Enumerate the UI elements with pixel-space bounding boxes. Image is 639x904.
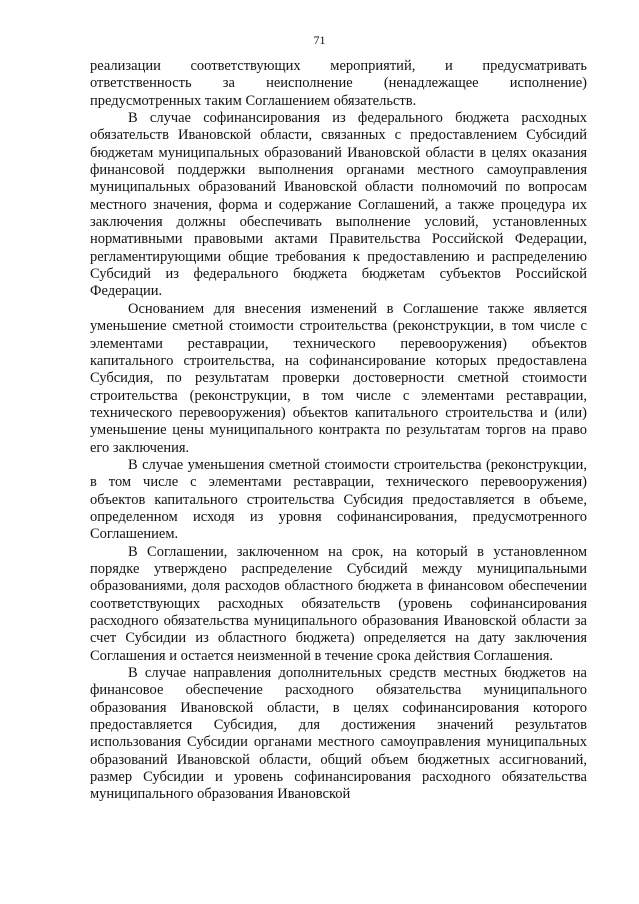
document-body [90,58,587,804]
paragraph-additional-funds: В случае направления дополнительных средств местных бюджетов на финансовое обеспечение расходного обязательства муниципального образования Ивановской области, в целях софинансирования которого предоставляется Субсидия, для достижения значений результатов использования Субсидии органами местного самоуправления муниципальных образований Ивановской области, общий объем бюджетных ассигнований, размер Субсидии и уровень софинансирования расходного обязательства муниципального образования Ивановской [90,665,587,803]
paragraph-agreement-term: В Соглашении, заключенном на срок, на который в установленном порядке утверждено распределение Субсидий между муниципальными образованиями, доля расходов областного бюджета в финансовом обеспечении соответствующих расходных обязательств (уровень софинансирования расходного обязательства муниципального образования Ивановской области за счет Субсидии из областного бюджета) определяется на дату заключения Соглашения и остается неизменной в течение срока действия Соглашения. [90,543,587,664]
paragraph-continued: реализации соответствующих мероприятий, и предусматривать ответственность за неисполнение (ненадлежащее исполнение) предусмотренных таким Соглашением обязательств. [90,58,587,109]
paragraph-cost-reduction: В случае уменьшения сметной стоимости строительства (реконструкции, в том числе с элементами реставрации, технического перевооружения) объектов капитального строительства Субсидия предоставляется в объеме, определенном исходя из уровня софинансирования, предусмотренного Соглашением. [90,456,587,543]
paragraph-federal-cofinancing: В случае софинансирования из федерального бюджета расходных обязательств Ивановской области, связанных с предоставлением Субсидий бюджетам муниципальных образований Ивановской области в целях оказания финансовой поддержки выполнения органами местного самоуправления муниципальных образований Ивановской области полномочий по вопросам местного значения, форма и содержание Соглашений, а также процедура их заключения должны обеспечивать выполнение условий, установленных нормативными правовыми актами Правительства Российской Федерации, регламентирующими общие требования к предоставлению и распределению Субсидий из федерального бюджета бюджетам субъектов Российской Федерации. [90,110,587,300]
page-number: 71 [313,33,326,47]
paragraph-grounds-for-changes: Основанием для внесения изменений в Соглашение также является уменьшение сметной стоимости строительства (реконструкции, в том числе с элементами реставрации, технического перевооружения) объектов капитального строительства, на софинансирование которых предоставлена Субсидия, по результатам проверки достоверности сметной стоимости строительства (реконструкции, в том числе с элементами реставрации, технического перевооружения) объектов капитального строительства и (или) уменьшение цены муниципального контракта по результатам торгов на право его заключения. [90,300,587,456]
